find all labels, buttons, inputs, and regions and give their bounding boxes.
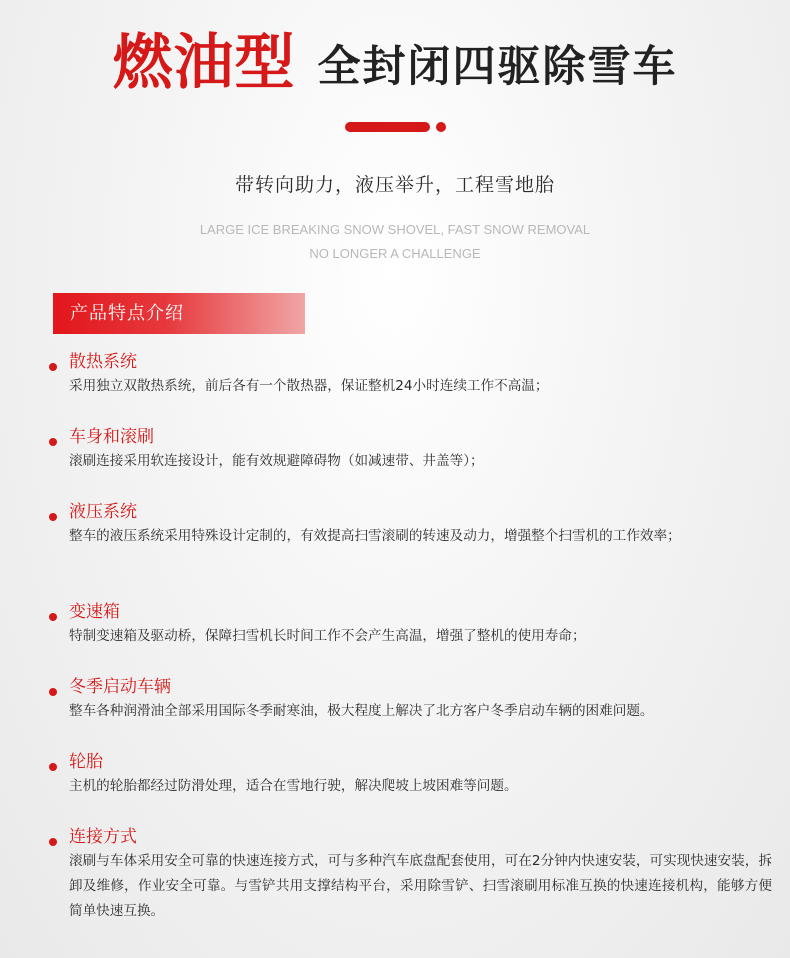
bullet-dot-icon	[49, 688, 57, 696]
section-title: 产品特点介绍	[70, 303, 184, 324]
feature-title: 液压系统	[69, 502, 137, 522]
section-banner	[53, 293, 305, 334]
feature-title: 车身和滚刷	[69, 427, 154, 447]
bullet-dot-icon	[49, 438, 57, 446]
feature-description: 滚刷与车体采用安全可靠的快速连接方式，可与多种汽车底盘配套使用，可在2分钟内快速安装，可实现快速安装，拆卸及维修，作业安全可靠。与雪铲共用支撑结构平台，采用除雪铲、扫雪滚刷用标准互换的快速连接机构，能够方便简单快速互换。	[69, 853, 772, 919]
page-header	[0, 28, 790, 98]
page-title: 全封闭四驱除雪车	[317, 42, 678, 92]
feature-title: 连接方式	[69, 827, 137, 847]
title-highlight: 燃油型	[112, 28, 296, 98]
feature-title: 变速箱	[69, 602, 120, 622]
underline-bar	[345, 122, 430, 132]
feature-title: 散热系统	[69, 352, 137, 372]
title-underline-decoration	[345, 122, 455, 132]
bullet-dot-icon	[49, 363, 57, 371]
feature-description: 主机的轮胎都经过防滑处理，适合在雪地行驶，解决爬坡上坡困难等问题。	[69, 778, 518, 794]
feature-description: 采用独立双散热系统，前后各有一个散热器，保证整机24小时连续工作不高温；	[69, 378, 549, 394]
english-tagline-line2: NO LONGER A CHALLENGE	[309, 246, 481, 261]
subtitle: 带转向助力，液压举升，工程雪地胎	[234, 174, 555, 196]
feature-description: 整车各种润滑油全部采用国际冬季耐寒油，极大程度上解决了北方客户冬季启动车辆的困难问题。	[69, 703, 654, 719]
feature-title: 冬季启动车辆	[69, 677, 171, 697]
feature-title: 轮胎	[69, 752, 103, 772]
bullet-dot-icon	[49, 763, 57, 771]
bullet-dot-icon	[49, 838, 57, 846]
underline-dot	[436, 122, 446, 132]
english-tagline-line1: LARGE ICE BREAKING SNOW SHOVEL, FAST SNOW REMOVAL	[199, 222, 591, 237]
feature-description: 滚刷连接采用软连接设计，能有效规避障碍物（如减速带、井盖等）；	[69, 453, 484, 469]
feature-description: 整车的液压系统采用特殊设计定制的，有效提高扫雪滚刷的转速及动力，增强整个扫雪机的工作效率；	[69, 528, 681, 544]
feature-description: 特制变速箱及驱动桥，保障扫雪机长时间工作不会产生高温，增强了整机的使用寿命；	[69, 628, 586, 644]
bullet-dot-icon	[49, 513, 57, 521]
bullet-dot-icon	[49, 613, 57, 621]
